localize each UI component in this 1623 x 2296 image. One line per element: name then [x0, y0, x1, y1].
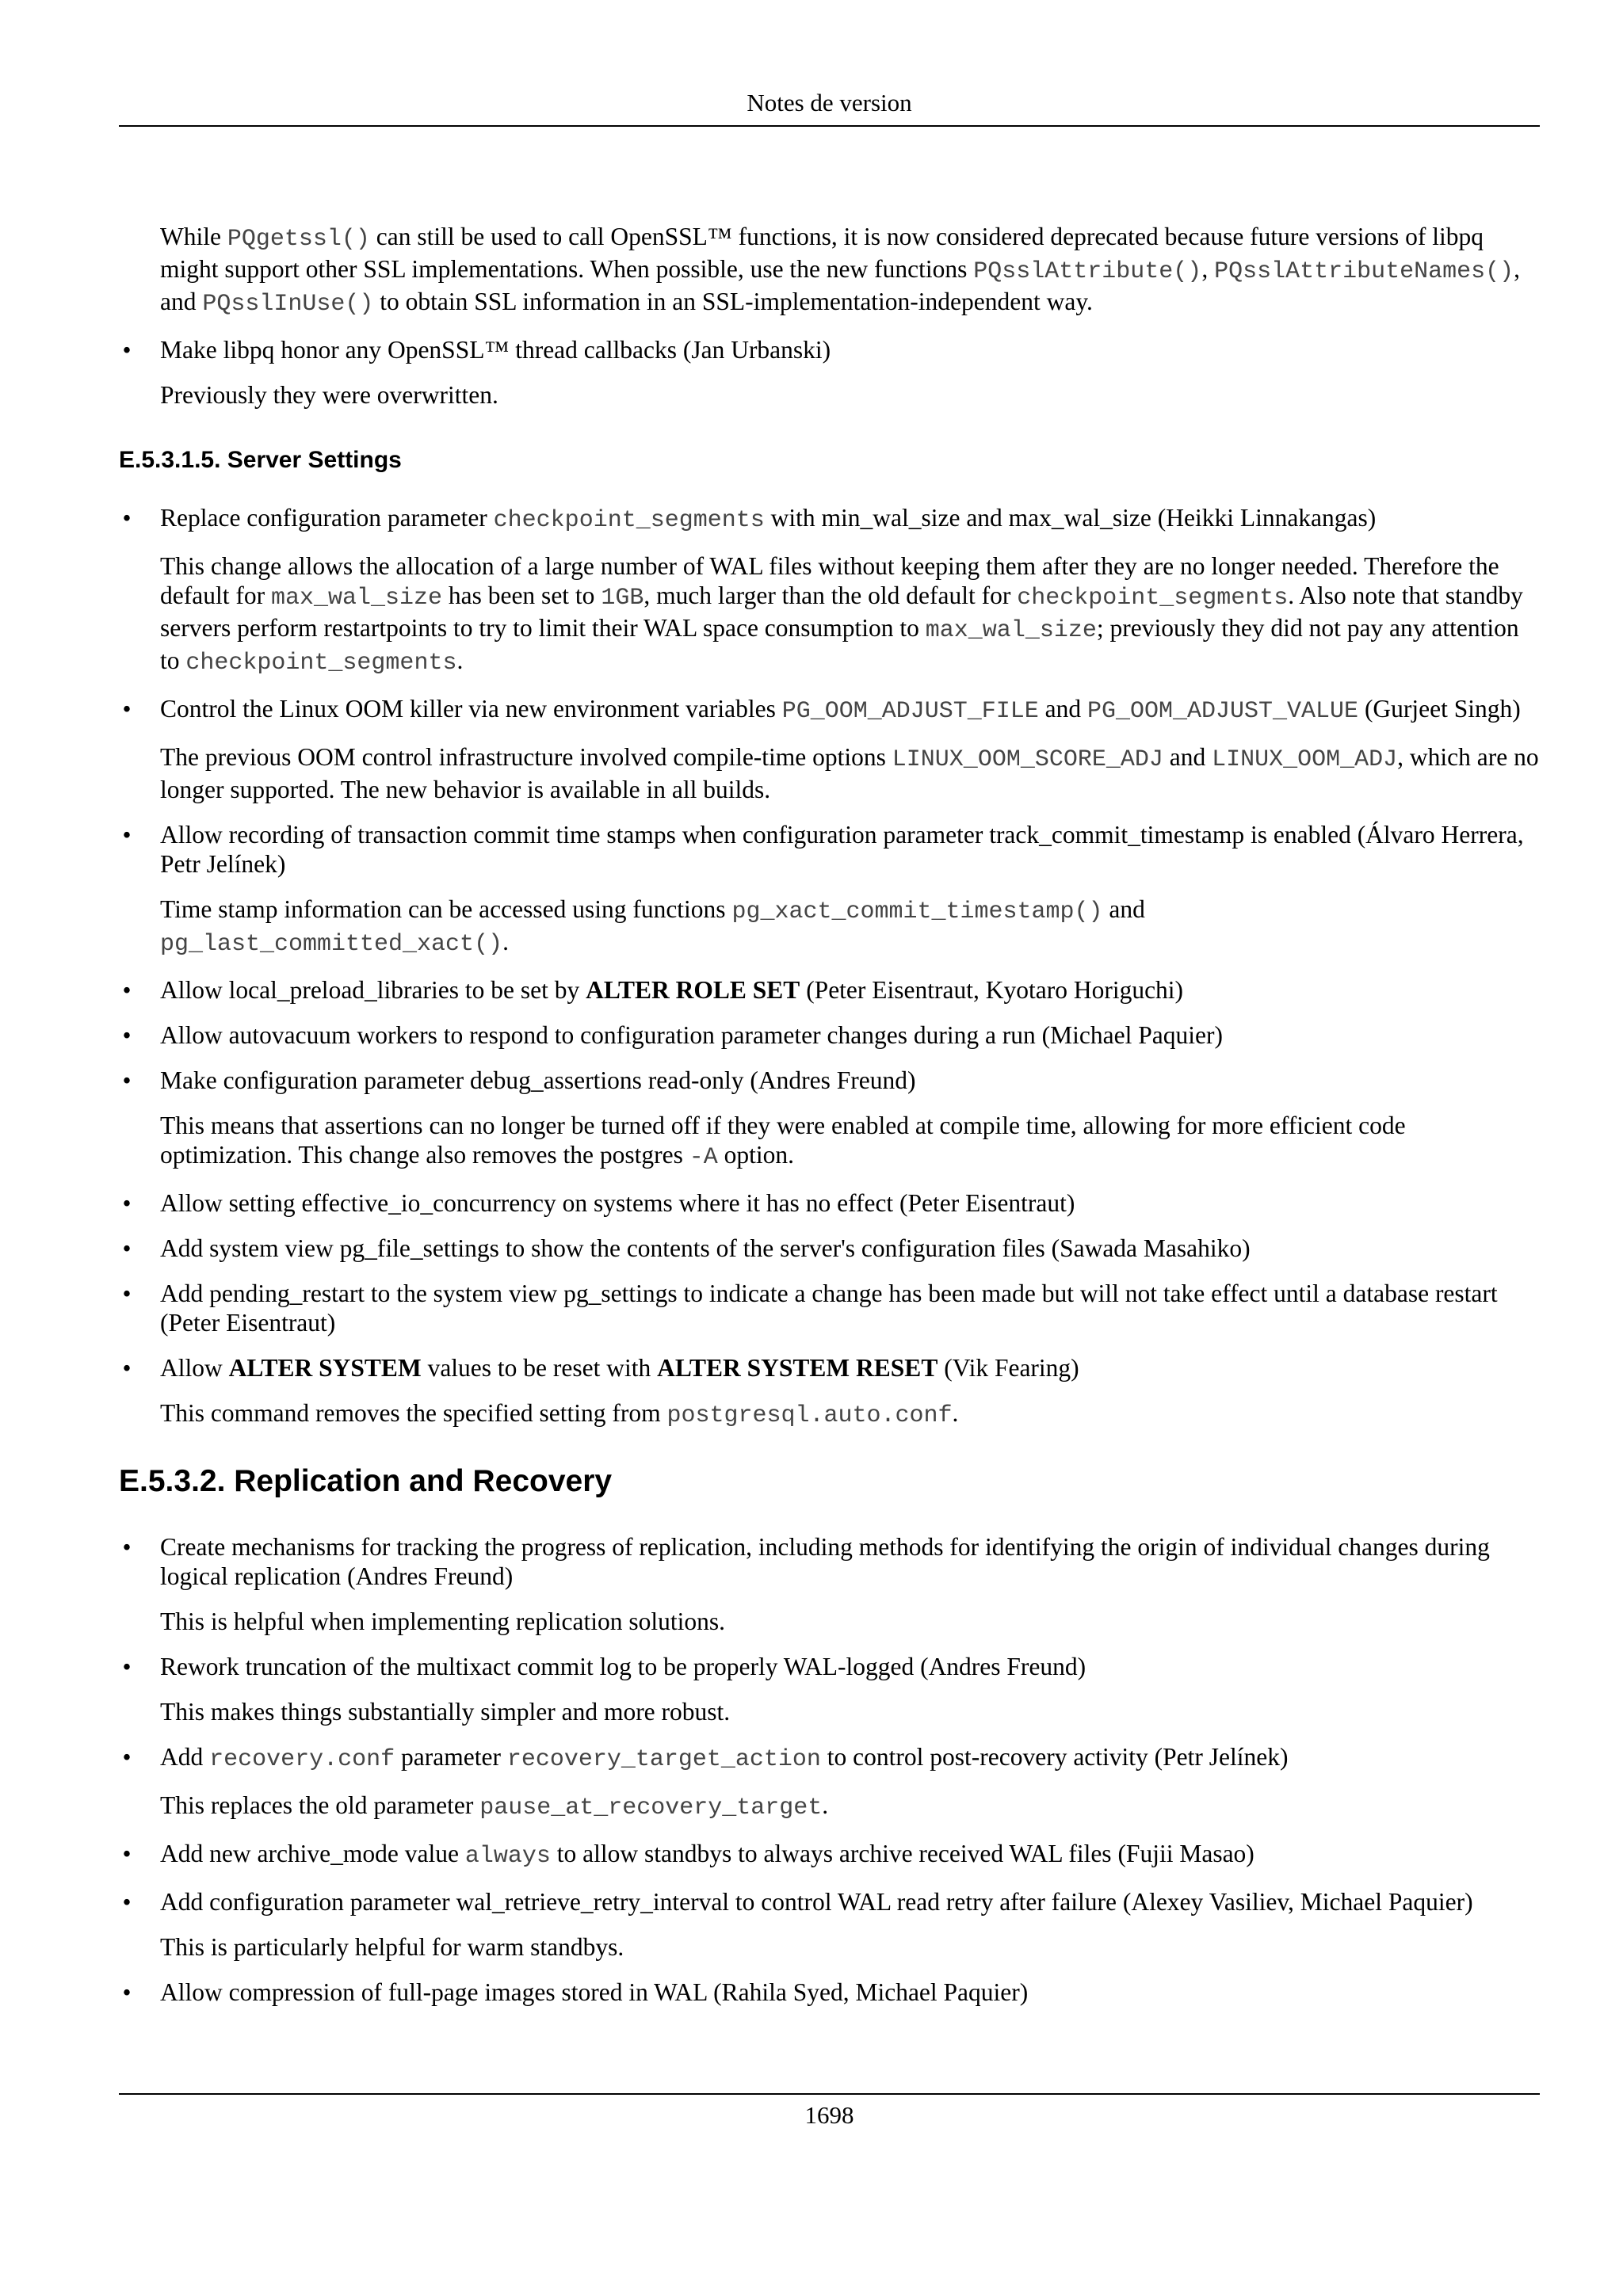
bullet: •: [122, 1743, 132, 1771]
running-header: Notes de version: [119, 87, 1540, 127]
code-span: LINUX_OOM_ADJ: [1212, 746, 1398, 773]
item-text: Rework truncation of the multixact commit log to be properly WAL-logged (Andres Freund): [160, 1653, 1086, 1680]
item-text: Allow autovacuum workers to respond to configuration parameter changes during a run (Michael Paquier): [160, 1021, 1223, 1049]
item-note: [160, 894, 1540, 959]
bullet: •: [122, 1653, 132, 1680]
code-span: pg_last_committed_xact(): [160, 931, 503, 958]
list-item-replication-progress: [119, 1532, 1540, 1636]
item-text: Add pending_restart to the system view pg_settings to indicate a change has been made but will not take effect until a database restart (Peter Eisentraut): [160, 1280, 1498, 1337]
text-span: and: [1038, 695, 1087, 723]
text-span: values to be reset with: [421, 1354, 658, 1382]
code-span: checkpoint_segments: [493, 507, 765, 534]
section-heading-server-settings: E.5.3.1.5. Server Settings: [119, 447, 402, 473]
list-item-checkpoint-segments: [119, 503, 1540, 678]
ssl-deprecation-paragraph: [160, 222, 1540, 319]
code-span: -A: [689, 1144, 718, 1171]
text-span: While: [160, 223, 227, 250]
text-span: , which are no longer supported. The new behavior is available in all builds.: [160, 743, 1539, 803]
bullet: •: [122, 1234, 132, 1262]
text-span: to obtain SSL information in an SSL-implementation-independent way.: [373, 288, 1093, 315]
text-span: .: [822, 1791, 829, 1819]
item-text: [160, 1742, 1540, 1775]
text-span: parameter: [395, 1743, 507, 1771]
text-span: Allow: [160, 1354, 229, 1382]
text-span: , much larger than the old default for: [643, 582, 1018, 609]
text-span: to control post-recovery activity (Petr Jelínek): [820, 1743, 1289, 1771]
item-text: Allow recording of transaction commit time stamps when configuration parameter track_commit_timestamp is enabled (Álvaro Herrera, Petr Jelínek): [160, 821, 1524, 878]
page-number: 1698: [804, 2101, 854, 2129]
list-item-effective-io-concurrency: [119, 1188, 1540, 1218]
bullet: •: [122, 1888, 132, 1916]
bullet: •: [122, 1280, 132, 1307]
item-text: Make libpq honor any OpenSSL™ thread callbacks (Jan Urbanski): [160, 336, 831, 364]
text-span: to allow standbys to always archive received WAL files (Fujii Masao): [550, 1840, 1254, 1867]
item-text: [160, 1353, 1540, 1383]
list-item-alter-system-reset: [119, 1353, 1540, 1431]
code-span: 1GB: [601, 585, 644, 612]
bullet: •: [122, 1189, 132, 1217]
list-item-commit-timestamps: [119, 820, 1540, 959]
code-span: max_wal_size: [270, 585, 442, 612]
text-span: Replace configuration parameter: [160, 504, 494, 532]
command-span: ALTER SYSTEM: [228, 1354, 422, 1382]
list-item-recovery-target-action: [119, 1742, 1540, 1823]
page-body: [119, 222, 1540, 2023]
code-span: recovery.conf: [209, 1746, 395, 1773]
list-item-autovacuum: [119, 1020, 1540, 1050]
section-heading-replication: E.5.3.2. Replication and Recovery: [119, 1464, 613, 1498]
item-note: Previously they were overwritten.: [160, 381, 498, 409]
code-span: checkpoint_segments: [1017, 585, 1289, 612]
text-span: has been set to: [441, 582, 601, 609]
text-span: Add new archive_mode value: [160, 1840, 465, 1867]
item-note: [160, 1398, 1540, 1431]
code-span: PG_OOM_ADJUST_VALUE: [1087, 698, 1359, 725]
item-text: Add configuration parameter wal_retrieve_retry_interval to control WAL read retry after failure (Alexey Vasiliev, Michael Paquier): [160, 1888, 1473, 1916]
item-text: [160, 503, 1540, 536]
item-note: [160, 1111, 1540, 1173]
page-footer: [119, 2093, 1540, 2131]
text-span: ; previously they did not pay any attention to: [160, 614, 1519, 674]
text-span: This replaces the old parameter: [160, 1791, 480, 1819]
list-item-archive-mode: [119, 1839, 1540, 1871]
item-note: This is particularly helpful for warm standbys.: [160, 1933, 624, 1961]
code-pqgetssl: PQgetssl(): [227, 226, 370, 253]
page: [119, 87, 1540, 127]
list-item-oom-killer: [119, 694, 1540, 804]
text-span: , and: [160, 255, 1520, 315]
code-pqsslinuse: PQsslInUse(): [202, 291, 374, 318]
text-span: .: [502, 928, 509, 955]
list-item-debug-assertions: [119, 1066, 1540, 1173]
list-item-wal-retrieve-retry: [119, 1887, 1540, 1962]
list-item-thread-callbacks: [119, 335, 1540, 410]
item-note: This is helpful when implementing replication solutions.: [160, 1608, 726, 1635]
bullet: •: [122, 1978, 132, 2006]
command-span: ALTER ROLE SET: [586, 976, 800, 1004]
item-text: Allow setting effective_io_concurrency on systems where it has no effect (Peter Eisentraut): [160, 1189, 1075, 1217]
code-span: PG_OOM_ADJUST_FILE: [781, 698, 1039, 725]
bullet: •: [122, 336, 132, 364]
bullet: •: [122, 1066, 132, 1094]
item-note: [160, 1791, 1540, 1823]
text-span: This change allows the allocation of a large number of WAL files without keeping them after they are no longer needed. Therefore the default for: [160, 552, 1499, 609]
bullet: •: [122, 695, 132, 723]
text-span: Time stamp information can be accessed using functions: [160, 895, 732, 923]
item-text: [160, 694, 1540, 727]
bullet: •: [122, 821, 132, 849]
text-span: can still be used to call OpenSSL™ functions, it is now considered deprecated because future versions of libpq might support other SSL implementations. When possible, use the new functions: [160, 223, 1484, 283]
code-pqsslattributenames: PQsslAttributeNames(): [1214, 258, 1514, 285]
text-span: .: [952, 1399, 959, 1427]
item-text: Add system view pg_file_settings to show the contents of the server's configuration files (Sawada Masahiko): [160, 1234, 1251, 1262]
list-item-local-preload-libraries: [119, 975, 1540, 1005]
list-item-pending-restart: [119, 1279, 1540, 1337]
text-span: Allow local_preload_libraries to be set by: [160, 976, 586, 1004]
item-text: [160, 1839, 1540, 1871]
bullet: •: [122, 976, 132, 1004]
code-span: always: [464, 1843, 551, 1870]
code-span: pg_xact_commit_timestamp(): [731, 898, 1103, 925]
text-span: with min_wal_size and max_wal_size (Heikki Linnakangas): [764, 504, 1377, 532]
text-span: This means that assertions can no longer be turned off if they were enabled at compile time, allowing for more efficient code optimization. This change also removes the postgres: [160, 1112, 1406, 1169]
bullet: •: [122, 1021, 132, 1049]
item-text: [160, 975, 1540, 1005]
list-item-multixact: [119, 1652, 1540, 1726]
item-note: [160, 551, 1540, 678]
text-span: and: [1102, 895, 1145, 923]
bullet: •: [122, 1533, 132, 1561]
text-span: .: [456, 646, 464, 674]
bullet: •: [122, 504, 132, 532]
item-note: This makes things substantially simpler and more robust.: [160, 1698, 731, 1726]
text-span: and: [1163, 743, 1212, 771]
command-span: ALTER SYSTEM RESET: [657, 1354, 938, 1382]
item-note: [160, 742, 1540, 804]
text-span: . Also note that standby servers perform restartpoints to try to limit their WAL space consumption to: [160, 582, 1523, 642]
code-span: checkpoint_segments: [185, 650, 457, 677]
code-pqsslattribute: PQsslAttribute(): [973, 258, 1202, 285]
text-span: option.: [717, 1141, 795, 1169]
text-span: Add: [160, 1743, 210, 1771]
text-span: ,: [1201, 255, 1215, 283]
item-text: Allow compression of full-page images stored in WAL (Rahila Syed, Michael Paquier): [160, 1978, 1029, 2006]
code-span: recovery_target_action: [506, 1746, 821, 1773]
code-span: max_wal_size: [925, 617, 1097, 644]
bullet: •: [122, 1354, 132, 1382]
text-span: (Vik Fearing): [938, 1354, 1079, 1382]
text-span: This command removes the specified setting from: [160, 1399, 667, 1427]
item-text: Make configuration parameter debug_assertions read-only (Andres Freund): [160, 1066, 916, 1094]
item-text: Create mechanisms for tracking the progress of replication, including methods for identifying the origin of individual changes during logical replication (Andres Freund): [160, 1533, 1490, 1590]
text-span: (Peter Eisentraut, Kyotaro Horiguchi): [800, 976, 1184, 1004]
text-span: Control the Linux OOM killer via new environment variables: [160, 695, 782, 723]
list-item-pg-file-settings: [119, 1234, 1540, 1263]
bullet: •: [122, 1840, 132, 1867]
list-item-wal-compression: [119, 1978, 1540, 2007]
text-span: The previous OOM control infrastructure involved compile-time options: [160, 743, 892, 771]
text-span: (Gurjeet Singh): [1358, 695, 1521, 723]
code-span: LINUX_OOM_SCORE_ADJ: [892, 746, 1163, 773]
code-span: postgresql.auto.conf: [666, 1402, 953, 1429]
code-span: pause_at_recovery_target: [479, 1794, 823, 1821]
